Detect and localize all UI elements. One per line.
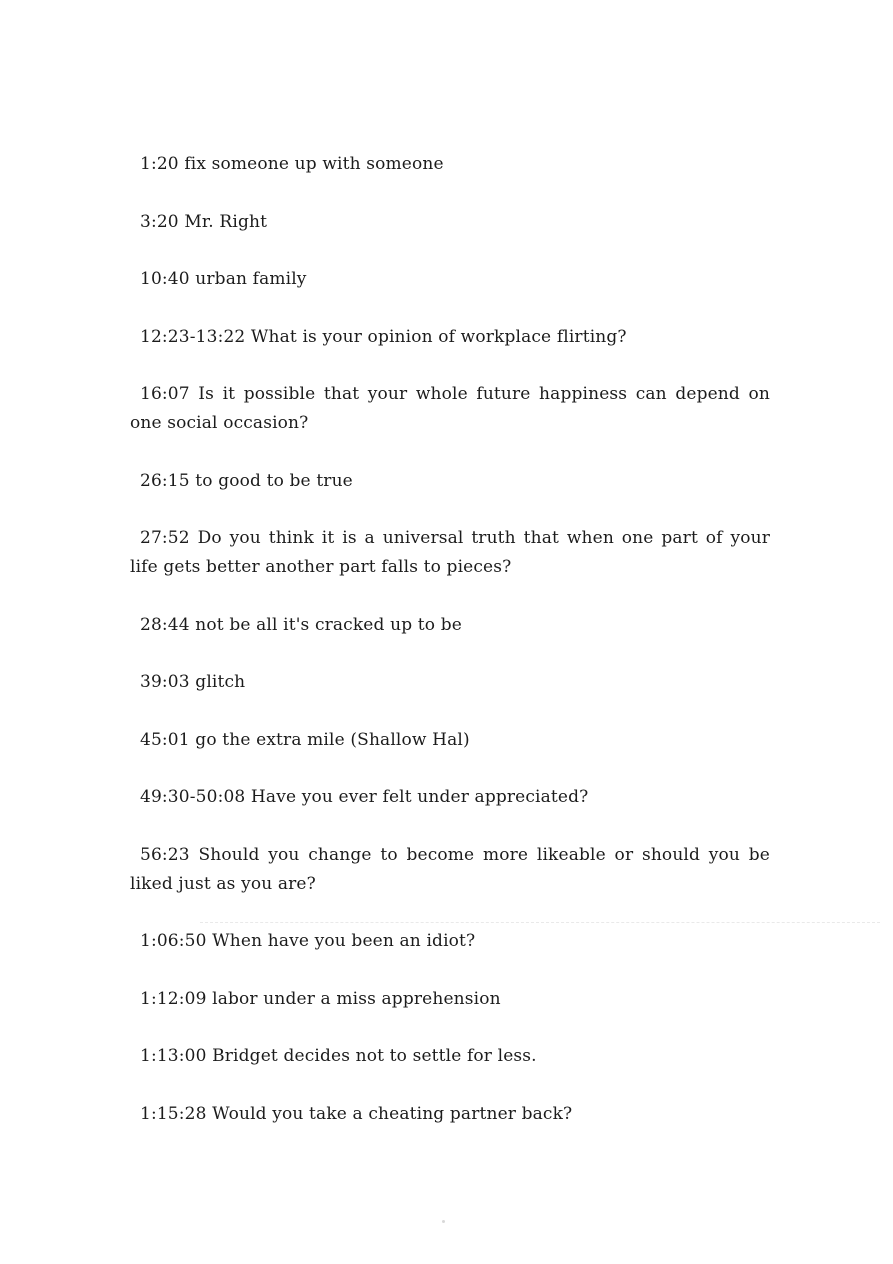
timestamp-entry: 3:20 Mr. Right xyxy=(140,211,268,232)
timestamp-entry: 10:40 urban family xyxy=(140,269,307,289)
timestamp-entry: 26:15 to good to be true xyxy=(140,470,353,491)
timestamp-entry: 16:07 Is it possible that your whole future happiness can depend on one social occasion? xyxy=(130,384,770,433)
timestamp-entry: 12:23-13:22 What is your opinion of workplace flirting? xyxy=(140,326,627,347)
timestamp-entry: 28:44 not be all it's cracked up to be xyxy=(140,614,462,635)
timestamp-entry: 27:52 Do you think it is a universal truth that when one part of your life gets better another part falls to pieces? xyxy=(130,528,770,577)
timestamp-entry: 1:06:50 When have you been an idiot? xyxy=(140,931,476,951)
timestamp-entry: 39:03 glitch xyxy=(140,672,246,692)
timestamp-entry: 1:12:09 labor under a miss apprehension xyxy=(140,988,501,1009)
timestamp-list xyxy=(130,150,770,1157)
timestamp-entry: 1:15:28 Would you take a cheating partner back? xyxy=(140,1103,573,1124)
timestamp-entry: 49:30-50:08 Have you ever felt under appreciated? xyxy=(140,787,589,807)
scan-artifact-line xyxy=(200,922,880,923)
scan-artifact-speck xyxy=(442,1220,445,1223)
timestamp-entry: 1:20 fix someone up with someone xyxy=(140,154,444,174)
timestamp-entry: 1:13:00 Bridget decides not to settle for less. xyxy=(140,1046,537,1066)
timestamp-entry: 56:23 Should you change to become more likeable or should you be liked just as you are? xyxy=(130,844,770,894)
timestamp-entry: 45:01 go the extra mile (Shallow Hal) xyxy=(140,729,470,750)
